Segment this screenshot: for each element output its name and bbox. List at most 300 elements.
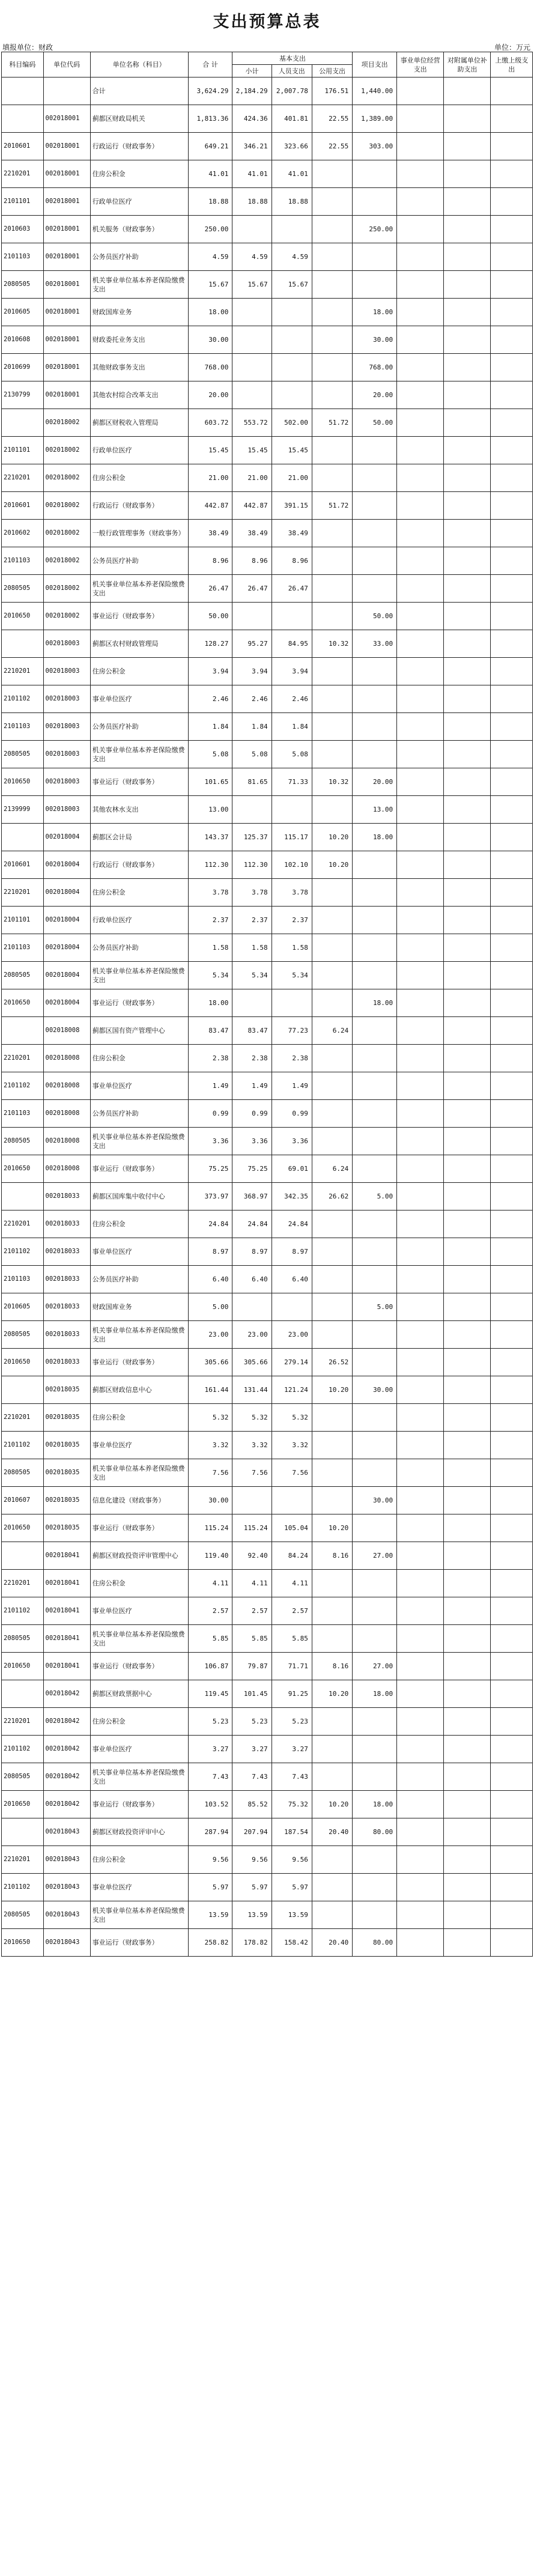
subject-code-cell: 2210201: [2, 1211, 44, 1238]
upper-cell: [491, 1404, 533, 1432]
lower-subsidy-cell: [444, 1376, 491, 1404]
unit-name-cell: 住房公积金: [90, 1570, 188, 1597]
public-cell: [312, 1321, 352, 1349]
total-cell: 13.59: [188, 1901, 232, 1929]
subject-code-cell: 2139999: [2, 796, 44, 824]
subject-code-cell: 2101103: [2, 243, 44, 271]
subject-code-cell: 2010605: [2, 299, 44, 326]
personnel-cell: [272, 381, 312, 409]
total-cell: 18.88: [188, 188, 232, 216]
unit-name-cell: 行政单位医疗: [90, 907, 188, 934]
project-cell: [353, 188, 397, 216]
operating-subsidy-cell: [397, 1625, 444, 1653]
public-cell: [312, 1293, 352, 1321]
unit-code-cell: 002018002: [43, 520, 90, 547]
unit-name-cell: 机关事业单位基本养老保险缴费支出: [90, 1625, 188, 1653]
upper-cell: [491, 1763, 533, 1791]
table-row: [2, 658, 533, 685]
lower-subsidy-cell: [444, 299, 491, 326]
total-cell: 30.00: [188, 326, 232, 354]
project-cell: 80.00: [353, 1929, 397, 1957]
unit-code-cell: 002018004: [43, 907, 90, 934]
subject-code-cell: 2010601: [2, 851, 44, 879]
upper-cell: [491, 1680, 533, 1708]
unit-name-cell: 财政委托业务支出: [90, 326, 188, 354]
subtotal-cell: 3.27: [232, 1736, 272, 1763]
total-cell: 83.47: [188, 1017, 232, 1045]
subject-code-cell: 2010650: [2, 603, 44, 630]
project-cell: 768.00: [353, 354, 397, 381]
subject-code-cell: 2101103: [2, 1100, 44, 1128]
subtotal-cell: 7.43: [232, 1763, 272, 1791]
total-cell: 603.72: [188, 409, 232, 437]
upper-cell: [491, 1432, 533, 1459]
unit-code-cell: 002018041: [43, 1625, 90, 1653]
subject-code-cell: 2101103: [2, 547, 44, 575]
unit-code-cell: 002018002: [43, 603, 90, 630]
project-cell: [353, 1597, 397, 1625]
lower-subsidy-cell: [444, 1211, 491, 1238]
upper-cell: [491, 437, 533, 464]
total-cell: 103.52: [188, 1791, 232, 1818]
operating-subsidy-cell: [397, 1736, 444, 1763]
table-row: [2, 989, 533, 1017]
upper-cell: [491, 962, 533, 989]
project-cell: [353, 934, 397, 962]
unit-name-cell: 住房公积金: [90, 1846, 188, 1874]
subtotal-cell: [232, 381, 272, 409]
table-row: [2, 1763, 533, 1791]
table-row: [2, 1570, 533, 1597]
personnel-cell: 5.23: [272, 1708, 312, 1736]
unit-code-cell: 002018004: [43, 824, 90, 851]
unit-code-cell: 002018001: [43, 354, 90, 381]
unit-code-cell: 002018035: [43, 1432, 90, 1459]
subtotal-cell: 112.30: [232, 851, 272, 879]
public-cell: 10.20: [312, 824, 352, 851]
subtotal-cell: [232, 1487, 272, 1514]
public-cell: [312, 1238, 352, 1266]
table-row: [2, 1874, 533, 1901]
lower-subsidy-cell: [444, 520, 491, 547]
table-row: [2, 907, 533, 934]
unit-name-cell: 行政运行（财政事务）: [90, 851, 188, 879]
lower-subsidy-cell: [444, 1542, 491, 1570]
upper-cell: [491, 1901, 533, 1929]
total-cell: 15.45: [188, 437, 232, 464]
table-row: [2, 492, 533, 520]
subtotal-cell: 2,184.29: [232, 77, 272, 105]
subtotal-cell: [232, 603, 272, 630]
subtotal-cell: [232, 796, 272, 824]
unit-code-cell: 002018001: [43, 299, 90, 326]
table-row: [2, 934, 533, 962]
subject-code-cell: 2010650: [2, 1791, 44, 1818]
subtotal-cell: 41.01: [232, 160, 272, 188]
unit-name-cell: 机关事业单位基本养老保险缴费支出: [90, 1128, 188, 1155]
total-cell: 161.44: [188, 1376, 232, 1404]
table-row: [2, 354, 533, 381]
operating-subsidy-cell: [397, 1874, 444, 1901]
subject-code-cell: 2101102: [2, 1432, 44, 1459]
upper-cell: [491, 1183, 533, 1211]
subject-code-cell: [2, 1183, 44, 1211]
personnel-cell: 4.59: [272, 243, 312, 271]
unit-code-cell: 002018033: [43, 1183, 90, 1211]
operating-subsidy-cell: [397, 796, 444, 824]
header-lower-subsidy: 对附属单位补助支出: [444, 52, 491, 77]
unit-name-cell: 事业单位医疗: [90, 1874, 188, 1901]
upper-cell: [491, 1736, 533, 1763]
public-cell: [312, 1901, 352, 1929]
personnel-cell: 75.32: [272, 1791, 312, 1818]
project-cell: [353, 1100, 397, 1128]
total-cell: 5.00: [188, 1293, 232, 1321]
upper-cell: [491, 1542, 533, 1570]
operating-subsidy-cell: [397, 409, 444, 437]
unit-name-cell: 事业单位医疗: [90, 1736, 188, 1763]
subtotal-cell: 85.52: [232, 1791, 272, 1818]
public-cell: [312, 1459, 352, 1487]
total-cell: 5.85: [188, 1625, 232, 1653]
unit-name-cell: 机关服务（财政事务）: [90, 216, 188, 243]
lower-subsidy-cell: [444, 409, 491, 437]
total-cell: 106.87: [188, 1653, 232, 1680]
operating-subsidy-cell: [397, 1100, 444, 1128]
table-row: [2, 1653, 533, 1680]
unit-code-cell: 002018003: [43, 768, 90, 796]
upper-cell: [491, 1791, 533, 1818]
project-cell: [353, 1459, 397, 1487]
upper-cell: [491, 1293, 533, 1321]
operating-subsidy-cell: [397, 1128, 444, 1155]
project-cell: [353, 1874, 397, 1901]
unit-name-cell: 事业单位医疗: [90, 685, 188, 713]
lower-subsidy-cell: [444, 1763, 491, 1791]
project-cell: [353, 1017, 397, 1045]
subtotal-cell: 4.59: [232, 243, 272, 271]
unit-code-cell: 002018035: [43, 1487, 90, 1514]
unit-code-cell: 002018033: [43, 1266, 90, 1293]
personnel-cell: 2.46: [272, 685, 312, 713]
public-cell: [312, 575, 352, 603]
project-cell: 18.00: [353, 989, 397, 1017]
table-row: [2, 1017, 533, 1045]
total-cell: 24.84: [188, 1211, 232, 1238]
lower-subsidy-cell: [444, 1432, 491, 1459]
public-cell: [312, 520, 352, 547]
personnel-cell: 5.32: [272, 1404, 312, 1432]
lower-subsidy-cell: [444, 1349, 491, 1376]
subject-code-cell: 2010650: [2, 1349, 44, 1376]
operating-subsidy-cell: [397, 354, 444, 381]
upper-cell: [491, 1929, 533, 1957]
table-row: [2, 1321, 533, 1349]
total-cell: 2.38: [188, 1045, 232, 1072]
total-cell: 5.32: [188, 1404, 232, 1432]
subject-code-cell: 2010650: [2, 768, 44, 796]
subject-code-cell: 2010608: [2, 326, 44, 354]
table-row: [2, 243, 533, 271]
table-row: [2, 824, 533, 851]
subject-code-cell: 2101102: [2, 1238, 44, 1266]
unit-code-cell: 002018035: [43, 1459, 90, 1487]
unit-code-cell: 002018001: [43, 105, 90, 133]
table-row: [2, 1680, 533, 1708]
total-cell: 26.47: [188, 575, 232, 603]
lower-subsidy-cell: [444, 133, 491, 160]
unit-code-cell: 002018041: [43, 1653, 90, 1680]
total-cell: 1.58: [188, 934, 232, 962]
upper-cell: [491, 547, 533, 575]
subject-code-cell: 2101102: [2, 1874, 44, 1901]
subject-code-cell: 2080505: [2, 271, 44, 299]
project-cell: 303.00: [353, 133, 397, 160]
public-cell: 10.20: [312, 1791, 352, 1818]
subtotal-cell: 8.96: [232, 547, 272, 575]
upper-cell: [491, 879, 533, 907]
unit-name-cell: 行政运行（财政事务）: [90, 133, 188, 160]
public-cell: [312, 243, 352, 271]
subject-code-cell: 2101101: [2, 437, 44, 464]
upper-cell: [491, 575, 533, 603]
project-cell: 50.00: [353, 409, 397, 437]
personnel-cell: 26.47: [272, 575, 312, 603]
operating-subsidy-cell: [397, 1680, 444, 1708]
unit-name-cell: 机关事业单位基本养老保险缴费支出: [90, 1763, 188, 1791]
subtotal-cell: 1.58: [232, 934, 272, 962]
personnel-cell: 18.88: [272, 188, 312, 216]
operating-subsidy-cell: [397, 907, 444, 934]
operating-subsidy-cell: [397, 1653, 444, 1680]
unit-code-cell: 002018008: [43, 1017, 90, 1045]
subject-code-cell: 2210201: [2, 1708, 44, 1736]
public-cell: [312, 160, 352, 188]
unit-name-cell: 事业运行（财政事务）: [90, 1155, 188, 1183]
table-row: [2, 547, 533, 575]
public-cell: 22.55: [312, 133, 352, 160]
public-cell: 6.24: [312, 1017, 352, 1045]
lower-subsidy-cell: [444, 1045, 491, 1072]
unit-name-cell: 蓟都区国库集中收付中心: [90, 1183, 188, 1211]
upper-cell: [491, 1846, 533, 1874]
personnel-cell: 5.34: [272, 962, 312, 989]
unit-name-cell: 蓟都区财政投资评审中心: [90, 1818, 188, 1846]
lower-subsidy-cell: [444, 658, 491, 685]
personnel-cell: [272, 216, 312, 243]
lower-subsidy-cell: [444, 381, 491, 409]
public-cell: [312, 1100, 352, 1128]
personnel-cell: 84.95: [272, 630, 312, 658]
unit-name-cell: 其他财政事务支出: [90, 354, 188, 381]
subtotal-cell: 131.44: [232, 1376, 272, 1404]
public-cell: [312, 547, 352, 575]
lower-subsidy-cell: [444, 796, 491, 824]
total-cell: 3.27: [188, 1736, 232, 1763]
upper-cell: [491, 1570, 533, 1597]
subtotal-cell: 5.08: [232, 741, 272, 768]
subtotal-cell: 15.45: [232, 437, 272, 464]
public-cell: [312, 713, 352, 741]
table-row: [2, 326, 533, 354]
project-cell: [353, 1349, 397, 1376]
upper-cell: [491, 1376, 533, 1404]
upper-cell: [491, 1514, 533, 1542]
operating-subsidy-cell: [397, 1321, 444, 1349]
unit-name-cell: 机关事业单位基本养老保险缴费支出: [90, 741, 188, 768]
project-cell: [353, 575, 397, 603]
upper-cell: [491, 1266, 533, 1293]
lower-subsidy-cell: [444, 685, 491, 713]
lower-subsidy-cell: [444, 989, 491, 1017]
upper-cell: [491, 1349, 533, 1376]
filing-unit-label: 填报单位：财政: [2, 43, 53, 52]
unit-code-cell: 002018004: [43, 962, 90, 989]
upper-cell: [491, 713, 533, 741]
subject-code-cell: 2101102: [2, 1597, 44, 1625]
operating-subsidy-cell: [397, 464, 444, 492]
unit-name-cell: 财政国库业务: [90, 1293, 188, 1321]
personnel-cell: 121.24: [272, 1376, 312, 1404]
subtotal-cell: 2.57: [232, 1597, 272, 1625]
project-cell: [353, 271, 397, 299]
unit-name-cell: 公务员医疗补助: [90, 1266, 188, 1293]
upper-cell: [491, 1017, 533, 1045]
total-cell: 30.00: [188, 1487, 232, 1514]
unit-code-cell: 002018001: [43, 160, 90, 188]
total-cell: 5.08: [188, 741, 232, 768]
subtotal-cell: 553.72: [232, 409, 272, 437]
unit-name-cell: 蓟都区财政投资评审管理中心: [90, 1542, 188, 1570]
total-cell: 1.84: [188, 713, 232, 741]
unit-code-cell: 002018003: [43, 630, 90, 658]
operating-subsidy-cell: [397, 1846, 444, 1874]
table-row: [2, 520, 533, 547]
public-cell: [312, 271, 352, 299]
subtotal-cell: 24.84: [232, 1211, 272, 1238]
public-cell: [312, 1266, 352, 1293]
unit-code-cell: 002018042: [43, 1791, 90, 1818]
operating-subsidy-cell: [397, 326, 444, 354]
project-cell: [353, 962, 397, 989]
subject-code-cell: 2010650: [2, 1653, 44, 1680]
project-cell: [353, 1514, 397, 1542]
table-row: [2, 768, 533, 796]
total-cell: 1.49: [188, 1072, 232, 1100]
public-cell: [312, 1211, 352, 1238]
operating-subsidy-cell: [397, 630, 444, 658]
personnel-cell: 1.58: [272, 934, 312, 962]
project-cell: 30.00: [353, 1376, 397, 1404]
project-cell: [353, 1708, 397, 1736]
upper-cell: [491, 1874, 533, 1901]
subtotal-cell: 368.97: [232, 1183, 272, 1211]
unit-code-cell: 002018002: [43, 464, 90, 492]
unit-name-cell: 机关事业单位基本养老保险缴费支出: [90, 1459, 188, 1487]
subject-code-cell: 2010650: [2, 1514, 44, 1542]
subtotal-cell: 7.56: [232, 1459, 272, 1487]
operating-subsidy-cell: [397, 713, 444, 741]
project-cell: [353, 1128, 397, 1155]
project-cell: 20.00: [353, 768, 397, 796]
header-total: 合 计: [188, 52, 232, 77]
lower-subsidy-cell: [444, 630, 491, 658]
operating-subsidy-cell: [397, 381, 444, 409]
project-cell: 1,440.00: [353, 77, 397, 105]
lower-subsidy-cell: [444, 1818, 491, 1846]
personnel-cell: 0.99: [272, 1100, 312, 1128]
project-cell: 18.00: [353, 299, 397, 326]
table-row: [2, 271, 533, 299]
table-row: [2, 685, 533, 713]
subtotal-cell: 6.40: [232, 1266, 272, 1293]
unit-code-cell: 002018008: [43, 1128, 90, 1155]
subtotal-cell: 9.56: [232, 1846, 272, 1874]
operating-subsidy-cell: [397, 1072, 444, 1100]
personnel-cell: 115.17: [272, 824, 312, 851]
subject-code-cell: 2010601: [2, 492, 44, 520]
public-cell: [312, 1432, 352, 1459]
project-cell: [353, 464, 397, 492]
subtotal-cell: 5.85: [232, 1625, 272, 1653]
lower-subsidy-cell: [444, 160, 491, 188]
project-cell: [353, 243, 397, 271]
table-row: [2, 1736, 533, 1763]
lower-subsidy-cell: [444, 1072, 491, 1100]
lower-subsidy-cell: [444, 1100, 491, 1128]
unit-code-cell: 002018043: [43, 1901, 90, 1929]
upper-cell: [491, 520, 533, 547]
upper-cell: [491, 1487, 533, 1514]
personnel-cell: 391.15: [272, 492, 312, 520]
upper-cell: [491, 1155, 533, 1183]
total-cell: 258.82: [188, 1929, 232, 1957]
lower-subsidy-cell: [444, 1128, 491, 1155]
unit-code-cell: 002018002: [43, 437, 90, 464]
public-cell: [312, 1570, 352, 1597]
subtotal-cell: 101.45: [232, 1680, 272, 1708]
unit-name-cell: 蓟都区农村财政管理局: [90, 630, 188, 658]
lower-subsidy-cell: [444, 824, 491, 851]
unit-name-cell: 蓟都区财政信息中心: [90, 1376, 188, 1404]
public-cell: 176.51: [312, 77, 352, 105]
lower-subsidy-cell: [444, 188, 491, 216]
lower-subsidy-cell: [444, 1404, 491, 1432]
subject-code-cell: 2080505: [2, 1321, 44, 1349]
lower-subsidy-cell: [444, 1155, 491, 1183]
operating-subsidy-cell: [397, 1404, 444, 1432]
project-cell: 20.00: [353, 381, 397, 409]
unit-name-cell: 行政单位医疗: [90, 437, 188, 464]
personnel-cell: 6.40: [272, 1266, 312, 1293]
header-unit-code: 单位代码: [43, 52, 90, 77]
unit-name-cell: 其他农村综合改革支出: [90, 381, 188, 409]
subject-code-cell: [2, 409, 44, 437]
unit-name-cell: 公务员医疗补助: [90, 547, 188, 575]
total-cell: 5.97: [188, 1874, 232, 1901]
subtotal-cell: 1.84: [232, 713, 272, 741]
total-cell: 20.00: [188, 381, 232, 409]
unit-name-cell: 蓟都区财税收入管理局: [90, 409, 188, 437]
lower-subsidy-cell: [444, 1874, 491, 1901]
table-row: [2, 851, 533, 879]
subject-code-cell: 2010699: [2, 354, 44, 381]
lower-subsidy-cell: [444, 851, 491, 879]
project-cell: 80.00: [353, 1818, 397, 1846]
table-row: [2, 1625, 533, 1653]
total-cell: 4.59: [188, 243, 232, 271]
table-row: [2, 1404, 533, 1432]
